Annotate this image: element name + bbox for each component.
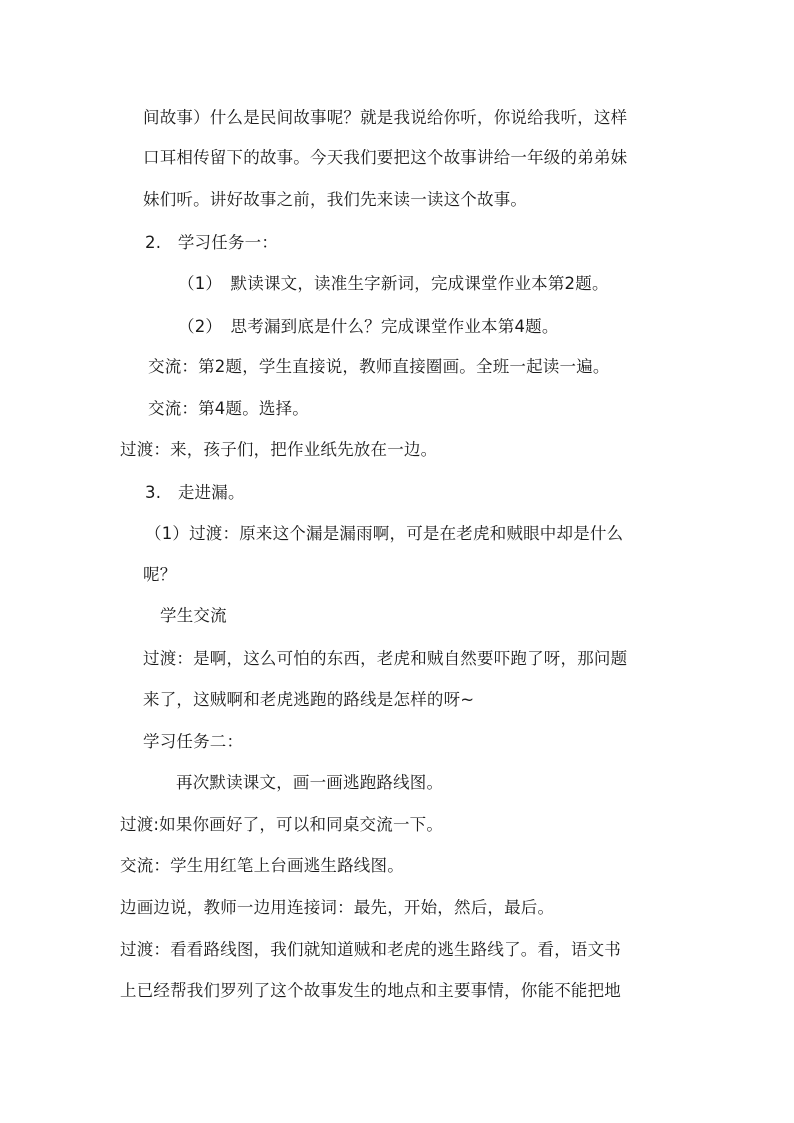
paragraph-line: 过渡：是啊，这么可怕的东西，老虎和贼自然要吓跑了呀，那问题 [143, 649, 628, 668]
task-item: （1） 默读课文，读准生字新词，完成课堂作业本第2题。 [178, 274, 609, 293]
transition-line: 过渡：看看路线图，我们就知道贼和老虎的逃生路线了。看，语文书 [120, 940, 621, 959]
paragraph-line: 妹们听。讲好故事之前，我们先来读一读这个故事。 [143, 190, 528, 209]
paragraph-line: 学生交流 [160, 606, 227, 625]
discussion-line: 交流：第4题。选择。 [148, 399, 309, 418]
section-heading: 3. 走进漏。 [145, 483, 245, 502]
paragraph-line: 上已经帮我们罗列了这个故事发生的地点和主要事情，你能不能把地 [120, 981, 621, 1000]
task-item: （2） 思考漏到底是什么？完成课堂作业本第4题。 [178, 317, 559, 336]
discussion-line: 交流：第2题，学生直接说，教师直接圈画。全班一起读一遍。 [148, 357, 610, 376]
task-item: 再次默读课文，画一画逃跑路线图。 [176, 773, 444, 792]
paragraph-line: 口耳相传留下的故事。今天我们要把这个故事讲给一年级的弟弟妹 [143, 148, 628, 167]
paragraph-line: （1）过渡：原来这个漏是漏雨啊，可是在老虎和贼眼中却是什么 [145, 524, 624, 543]
paragraph-line: 呢？ [143, 565, 177, 584]
paragraph-line: 来了，这贼啊和老虎逃跑的路线是怎样的呀~ [143, 690, 475, 709]
transition-line: 过渡：来，孩子们，把作业纸先放在一边。 [120, 440, 438, 459]
discussion-line: 交流：学生用红笔上台画逃生路线图。 [120, 856, 404, 875]
paragraph-line: 间故事）什么是民间故事呢？就是我说给你听，你说给我听，这样 [143, 108, 628, 127]
section-heading: 2. 学习任务一： [145, 233, 279, 252]
paragraph-line: 边画边说，教师一边用连接词：最先，开始，然后，最后。 [120, 898, 555, 917]
transition-line: 过渡:如果你画好了，可以和同桌交流一下。 [120, 815, 444, 834]
section-heading: 学习任务二： [143, 732, 244, 751]
